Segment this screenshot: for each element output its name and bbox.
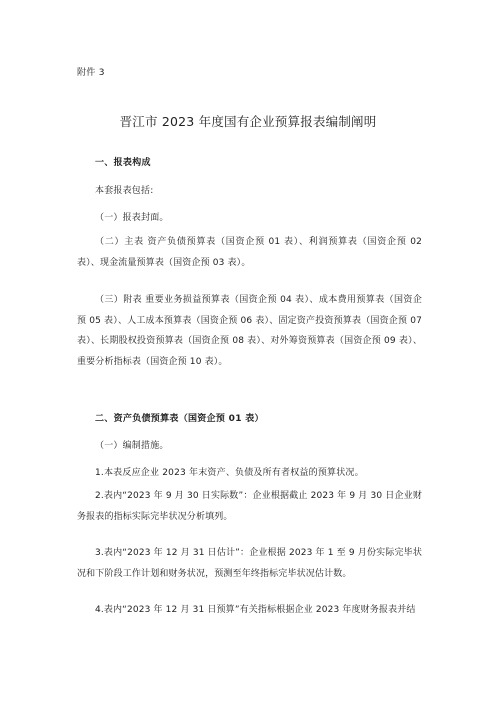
list-item-4: 4.表内“2023 年 12 月 31 日预算”有关指标根据企业 2023 年度财务报表并结 — [95, 605, 416, 615]
section-heading-composition: 一、报表构成 — [95, 158, 151, 168]
list-item-1: 1.本表反应企业 2023 年末资产、负债及所有者权益的预算状况。 — [95, 468, 364, 478]
list-item-2: 2.表内“2023 年 9 月 30 日实际数”：企业根据截止 2023 年 9 月 30 日企业财务报表的指标实际完毕状况分析填列。 — [77, 491, 422, 522]
list-item-cover: （一）报表封面。 — [95, 213, 169, 223]
attachment-label: 附件 3 — [77, 68, 105, 78]
paragraph-intro: 本套报表包括: — [95, 186, 154, 196]
list-item-3: 3.表内“2023 年 12 月 31 日估计”：企业根据 2023 年 1 至 9 月份实际完毕状况和下阶段工作计划和财务状况，预测至年终指标完毕状况估计数。 — [77, 548, 422, 579]
section-heading-balance-sheet: 二、资产负债预算表（国资企预 01 表） — [95, 414, 264, 424]
subheading-method: （一）编制措施。 — [95, 441, 169, 451]
list-item-attached-tables: （三）附表 重要业务损益预算表（国资企预 04 表）、成本费用预算表（国资企预 05 表）、人工成本预算表（国资企预 06 表）、固定资产投资预算表（国资企预 07 表）、长期股权投资预算表（国资企预 08 表）、对外筹资预算表（国资企预 09 表）、重要分析指标表（国资企预 10 表）。 — [77, 295, 422, 367]
list-item-main-tables: （二）主表 资产负债预算表（国资企预 01 表）、利润预算表（国资企预 02 表）、现金流量预算表（国资企预 03 表）。 — [77, 237, 422, 268]
document-title: 晋江市 2023 年度国有企业预算报表编制阐明 — [119, 114, 377, 129]
